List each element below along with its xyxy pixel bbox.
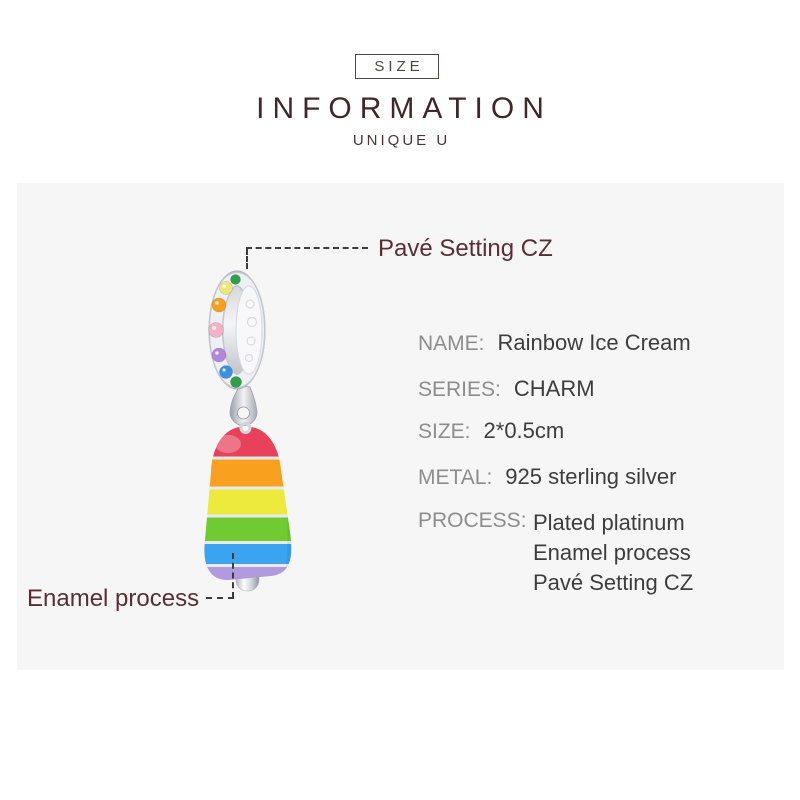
spec-row-name [418,330,691,356]
pave-callout-line-vertical [246,249,248,269]
spec-row-process [418,509,527,533]
pave-callout-label: Pavé Setting CZ [378,235,553,262]
spec-value: Rainbow Ice Cream [497,330,691,355]
spec-value: CHARM [513,376,595,401]
spec-row-series [418,376,595,402]
process-value-line: Pavé Setting CZ [533,570,694,595]
top-pin-loop [241,424,250,433]
page-title: INFORMATION [256,92,552,125]
popsicle-body [195,418,300,587]
process-value-line: Plated platinum [533,510,685,535]
brand-subtitle: UNIQUE U [352,132,451,149]
enamel-callout-line-vertical [232,553,234,598]
spec-label: PROCESS: [418,509,527,532]
size-tag-label: SIZE [374,58,424,75]
enamel-callout-line-horizontal [206,597,234,599]
spec-label: SIZE: [418,420,471,443]
bail-ring [209,271,266,389]
spec-label: NAME: [418,332,485,355]
spec-label: SERIES: [418,378,501,401]
spec-value: 925 sterling silver [505,464,677,489]
spec-row-metal [418,464,676,490]
connector-loop [230,386,257,426]
spec-process-values [533,508,693,598]
charm-image [185,255,315,605]
spec-label: METAL: [418,466,493,489]
enamel-callout-label: Enamel process [27,585,200,612]
process-value-line: Enamel process [533,540,691,565]
spec-value: 2*0.5cm [483,418,565,443]
pave-callout-line-horizontal [246,247,368,249]
size-tag [355,54,439,79]
spec-row-size [418,418,564,444]
